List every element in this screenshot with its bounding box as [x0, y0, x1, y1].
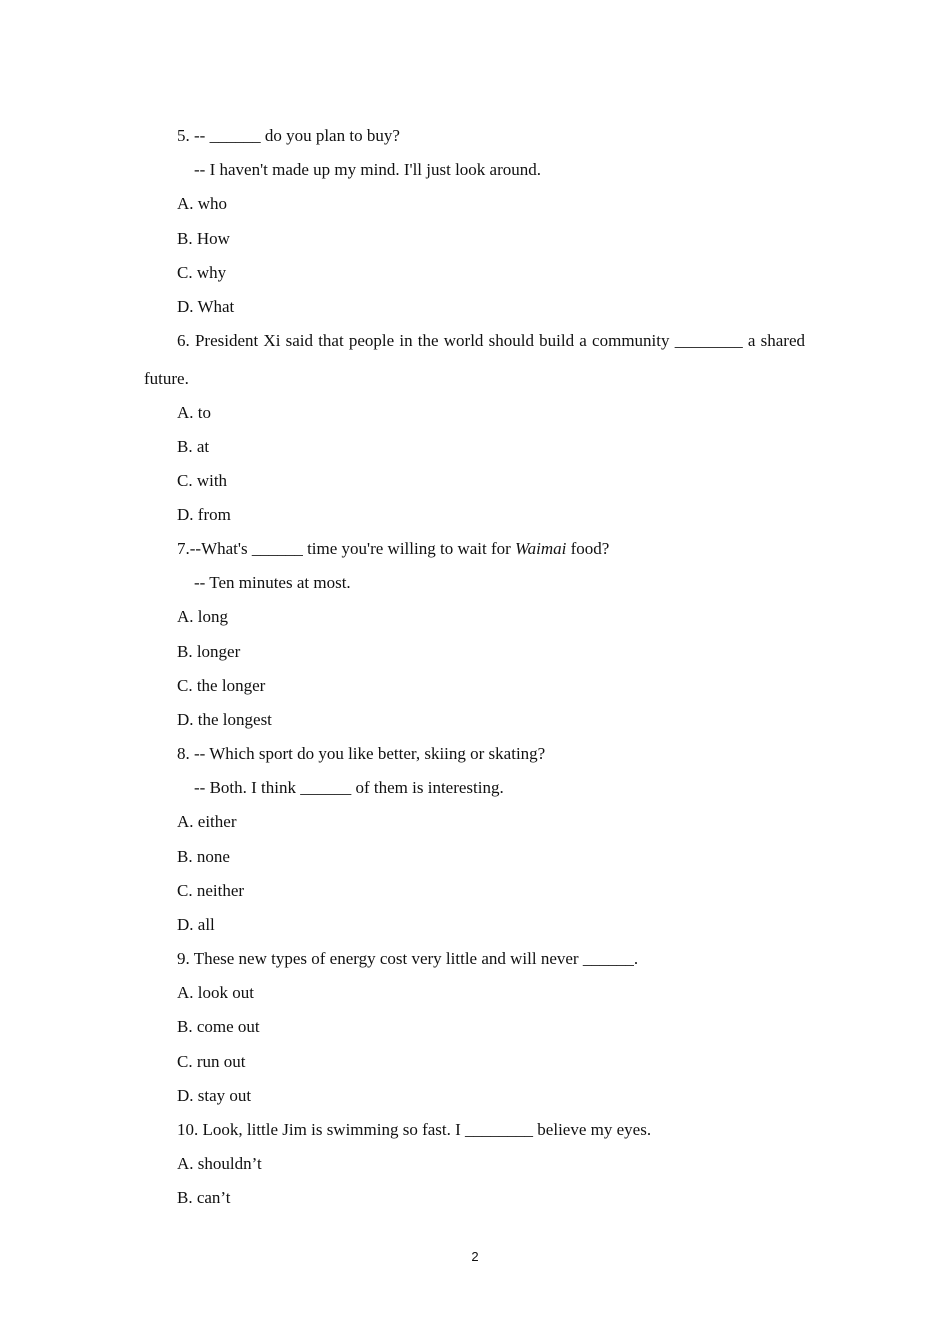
- question-8-option-c: C. neither: [177, 881, 245, 900]
- question-10-option-a: A. shouldn’t: [177, 1154, 262, 1173]
- question-9-option-d: D. stay out: [177, 1086, 252, 1105]
- question-7-option-c: C. the longer: [177, 676, 266, 695]
- question-8-option-a: A. either: [177, 812, 237, 831]
- question-5-reply: -- I haven't made up my mind. I'll just look around.: [194, 160, 542, 179]
- question-9-option-b: B. come out: [177, 1017, 260, 1036]
- question-8-reply: -- Both. I think ______ of them is interesting.: [194, 778, 504, 797]
- question-7-stem-before: 7.--What's ______ time you're willing to wait for: [177, 539, 516, 558]
- question-7-option-d: D. the longest: [177, 710, 272, 729]
- question-9-option-a: A. look out: [177, 983, 254, 1002]
- question-10-stem: 10. Look, little Jim is swimming so fast. I ________ believe my eyes.: [177, 1120, 652, 1139]
- question-5-option-d: D. What: [177, 297, 235, 316]
- question-7-stem-italic: Waimai: [515, 539, 567, 558]
- question-8-option-b: B. none: [177, 847, 230, 866]
- question-6-stem-line1: 6. President Xi said that people in the world should build a community ________ a shared: [177, 331, 805, 350]
- question-6-option-a: A. to: [177, 403, 211, 422]
- question-7-stem: [177, 538, 609, 560]
- question-7-option-a: A. long: [177, 607, 228, 626]
- question-5-option-c: C. why: [177, 263, 227, 282]
- question-6-option-c: C. with: [177, 471, 228, 490]
- question-5-option-b: B. How: [177, 229, 230, 248]
- question-7-option-b: B. longer: [177, 642, 241, 661]
- question-9-option-c: C. run out: [177, 1052, 246, 1071]
- question-6-option-d: D. from: [177, 505, 231, 524]
- question-5-option-a: A. who: [177, 194, 228, 213]
- question-6-stem-line2: future.: [144, 369, 189, 388]
- question-9-stem: 9. These new types of energy cost very little and will never ______.: [177, 949, 639, 968]
- question-8-option-d: D. all: [177, 915, 215, 934]
- question-6-option-b: B. at: [177, 437, 210, 456]
- question-7-stem-after: food?: [566, 539, 610, 558]
- page-number: 2: [471, 1249, 479, 1264]
- question-7-reply: -- Ten minutes at most.: [194, 573, 351, 592]
- question-8-stem: 8. -- Which sport do you like better, skiing or skating?: [177, 744, 546, 763]
- question-5-stem: 5. -- ______ do you plan to buy?: [177, 126, 400, 145]
- question-10-option-b: B. can’t: [177, 1188, 231, 1207]
